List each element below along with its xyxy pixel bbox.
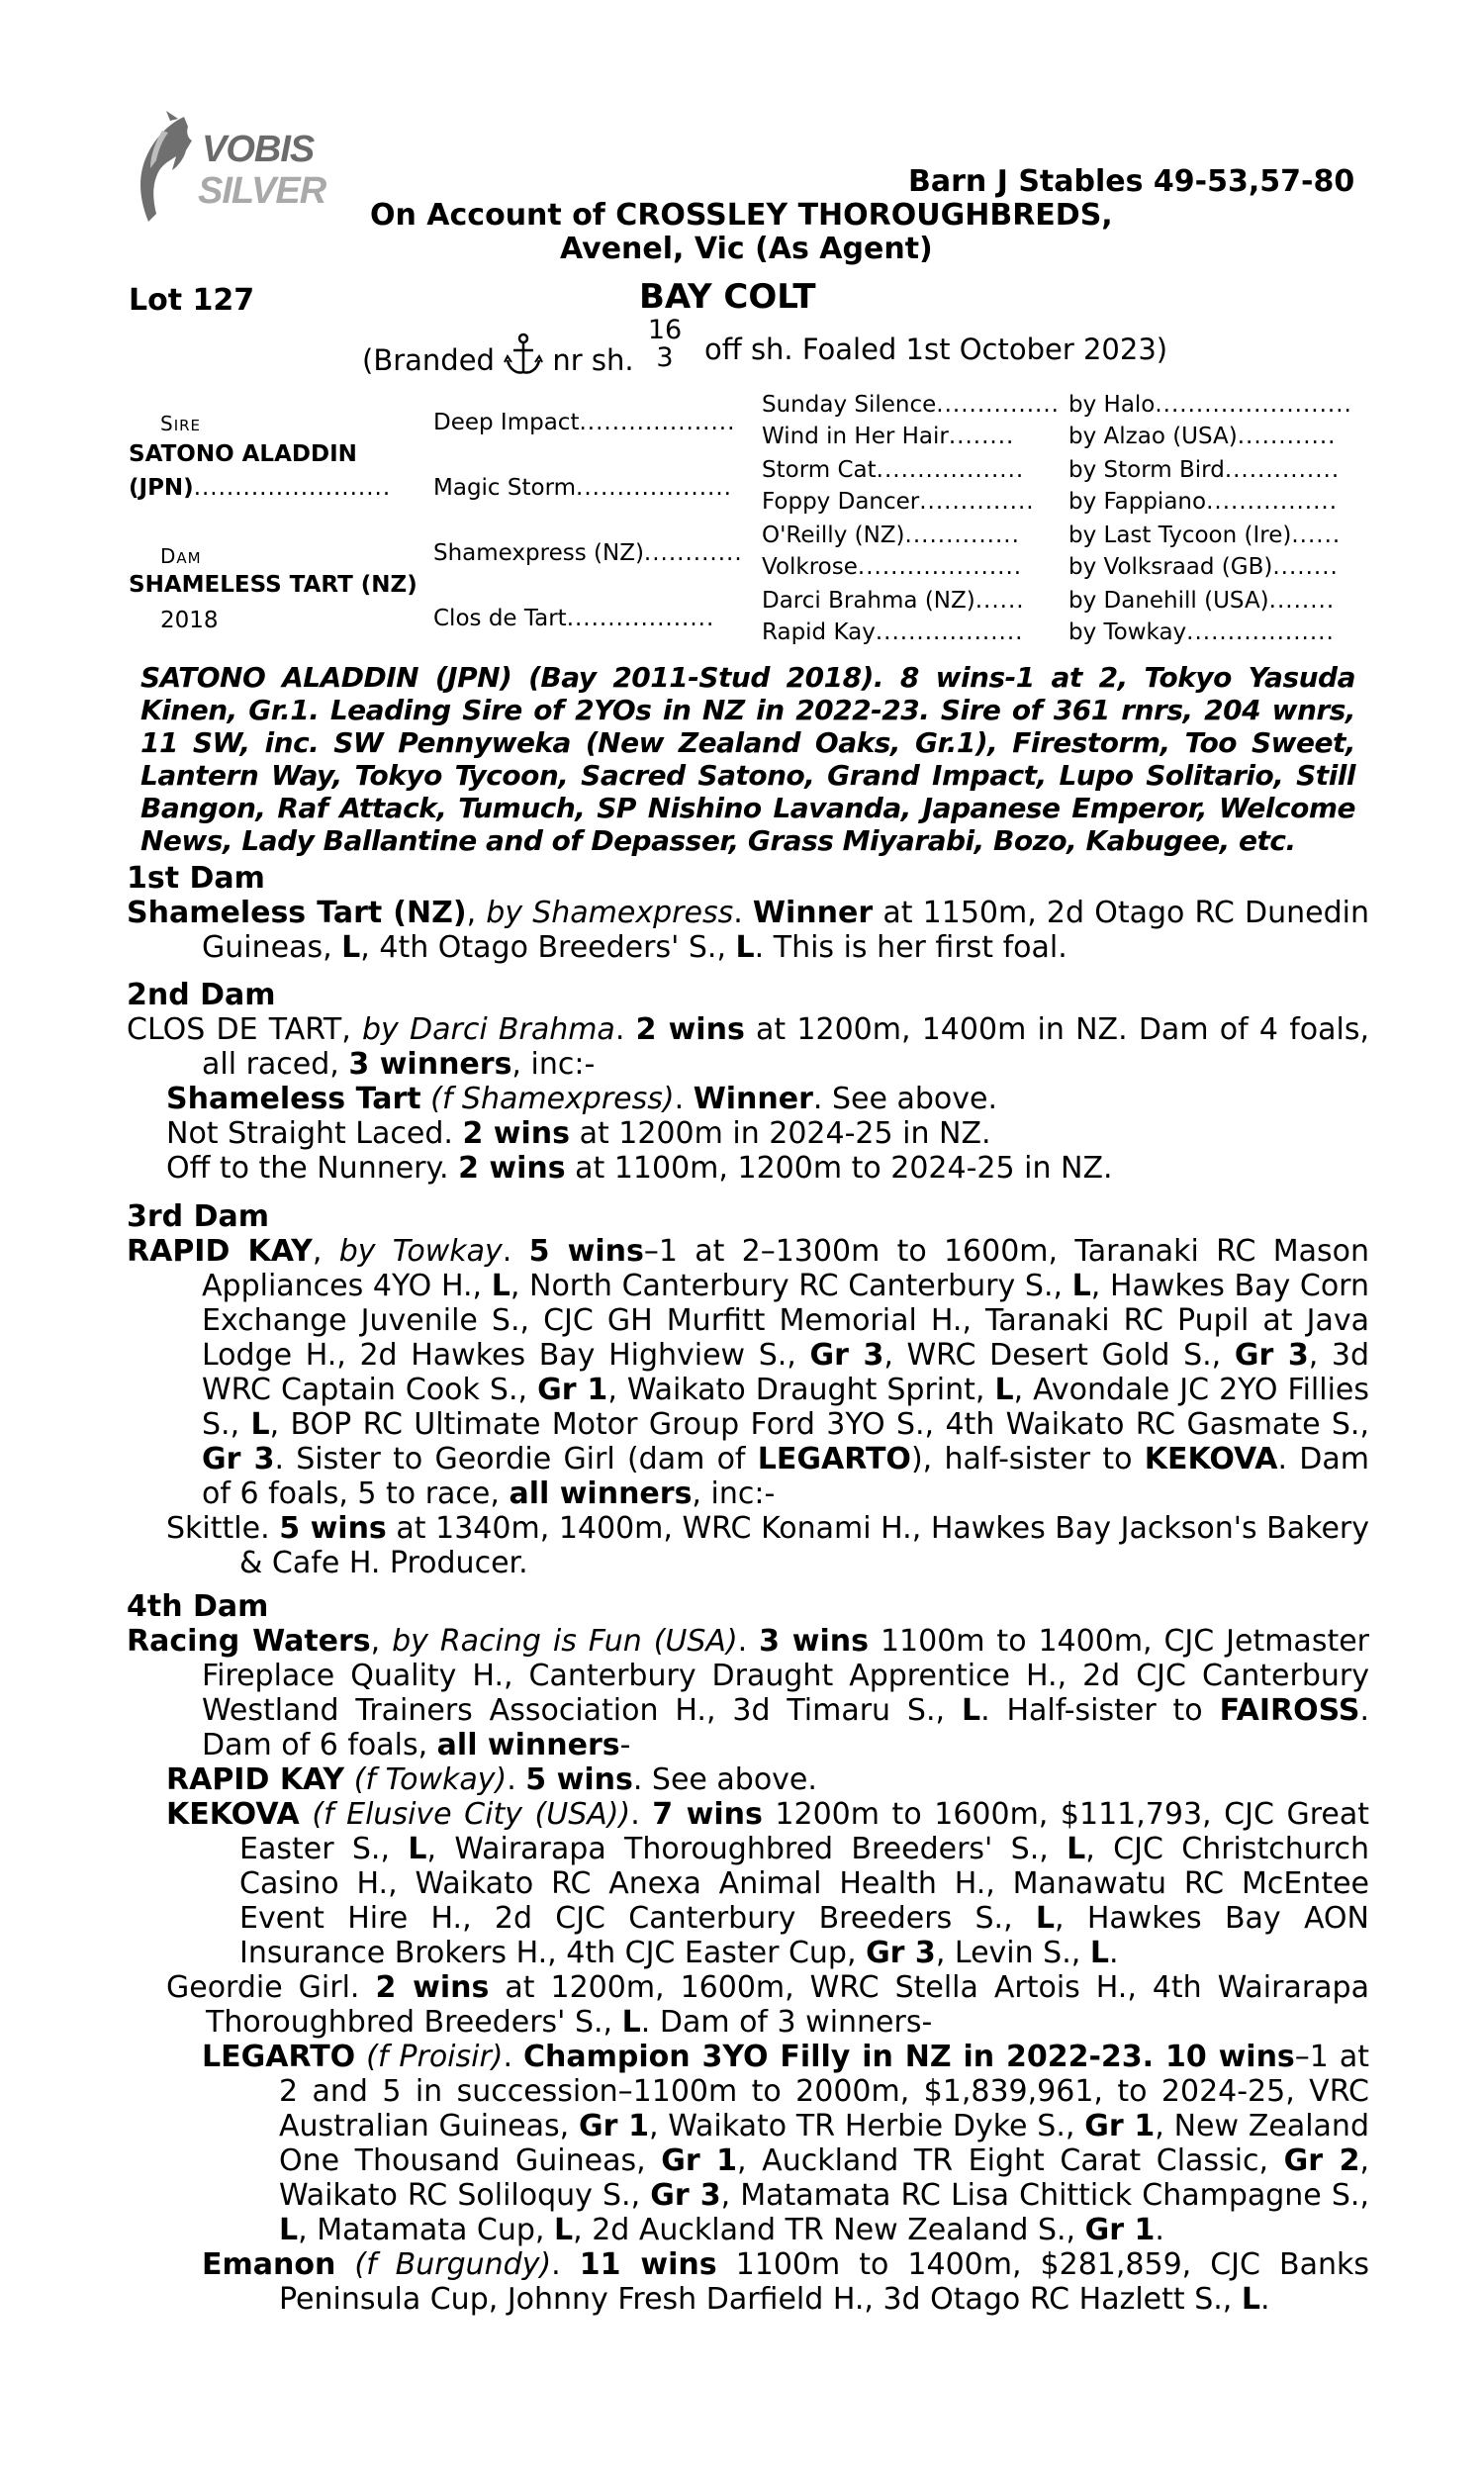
vendor-location: Avenel, Vic (As Agent) bbox=[560, 232, 933, 266]
fourth-dam-text: Racing Waters, by Racing is Fun (USA). 3 wins 1100m to 1400m, CJC Jetmaster Fireplace Quality H., Canterbury Draught Apprentice H., 2d CJC Canterbury Westland Trainers Association H., 3d Timaru S., L. Half-sister to FAIROSS. Dam of 6 foals, all winners- bbox=[127, 1624, 1370, 1762]
fourth-dam-progeny-kekova: KEKOVA (f Elusive City (USA)). 7 wins 1200m to 1600m, $111,793, CJC Great Easter S., L, Wairarapa Thoroughbred Breeders' S., L, CJC Christchurch Casino H., Waikato RC Anexa Animal Health H., Manawatu RC McEntee Event Hire H., 2d CJC Canterbury Breeders S., L, Hawkes Bay AON Insurance Brokers H., 4th CJC Easter Cup, Gr 3, Levin S., L. bbox=[166, 1797, 1369, 1970]
second-dam-progeny-3: Off to the Nunnery. 2 wins at 1100m, 1200m to 2024-25 in NZ. bbox=[166, 1151, 1113, 1186]
brand-fraction bbox=[645, 317, 685, 372]
third-dam-section bbox=[127, 1199, 1369, 1580]
brand-off-side: off sh. Foaled 1st October 2023) bbox=[704, 333, 1168, 366]
fourth-dam-heading: 4th Dam bbox=[127, 1589, 269, 1624]
third-dam-text: RAPID KAY, by Towkay. 5 wins–1 at 2–1300m to 1600m, Taranaki RC Mason Appliances 4YO H., L, North Canterbury RC Canterbury S., L, Hawkes Bay Corn Exchange Juvenile S., CJC GH Murfitt Memorial H., Taranaki RC Pupil at Java Lodge H., 2d Hawkes Bay Highview S., Gr 3, WRC Desert Gold S., Gr 3, 3d WRC Captain Cook S., Gr 1, Waikato Draught Sprint, L, Avondale JC 2YO Fillies S., L, BOP RC Ultimate Motor Group Ford 3YO S., 4th Waikato RC Gasmate S., Gr 3. Sister to Geordie Girl (dam of LEGARTO), half-sister to KEKOVA. Dam of 6 foals, 5 to race, all winners, inc:- bbox=[127, 1234, 1370, 1511]
dam-name: SHAMELESS TART (NZ) bbox=[129, 572, 417, 598]
brand-near-side: nr sh. bbox=[552, 343, 634, 377]
ped-col4-0: by Halo........................ bbox=[1068, 392, 1352, 418]
ped-col4-3: by Fappiano................ bbox=[1068, 489, 1339, 515]
first-dam-section bbox=[127, 861, 1369, 965]
brand-fraction-top: 16 bbox=[647, 315, 683, 345]
second-dam-section bbox=[127, 978, 1369, 1186]
brand-fraction-bottom: 3 bbox=[656, 342, 674, 373]
ped-col3-1: Wind in Her Hair........ bbox=[762, 424, 1015, 449]
ped-col3-7: Rapid Kay.................. bbox=[762, 619, 1024, 645]
ped-col4-4: by Last Tycoon (Ire)...... bbox=[1068, 523, 1342, 548]
ped-col3-4: O'Reilly (NZ).............. bbox=[762, 523, 1020, 548]
ped-col4-1: by Alzao (USA)............ bbox=[1068, 424, 1337, 449]
horse-head-icon bbox=[127, 111, 206, 230]
vobis-silver-logo bbox=[127, 111, 325, 230]
brand-prefix: (Branded bbox=[362, 343, 495, 377]
third-dam-heading: 3rd Dam bbox=[127, 1199, 269, 1234]
ped-col3-3: Foppy Dancer.............. bbox=[762, 489, 1035, 515]
ped-col3-2: Storm Cat.................. bbox=[762, 457, 1025, 483]
horse-title: BAY COLT bbox=[639, 277, 816, 317]
first-dam-heading: 1st Dam bbox=[127, 861, 265, 896]
logo-text-vobis: VOBIS bbox=[202, 129, 315, 170]
sire-name: SATONO ALADDIN bbox=[129, 441, 357, 467]
ped-col4-7: by Towkay.................. bbox=[1068, 619, 1335, 645]
second-dam-progeny-2: Not Straight Laced. 2 wins at 1200m in 2024-25 in NZ. bbox=[166, 1116, 991, 1151]
ped-col4-2: by Storm Bird.............. bbox=[1068, 457, 1341, 483]
second-dam-text: CLOS DE TART, by Darci Brahma. 2 wins at 1200m, 1400m in NZ. Dam of 4 foals, all raced, 3 winners, inc:- bbox=[127, 1012, 1369, 1082]
sire-label: SIRE bbox=[160, 412, 202, 435]
fourth-dam-section bbox=[127, 1589, 1369, 2317]
grandsire: Deep Impact................... bbox=[433, 410, 736, 435]
dam-label: DAM bbox=[160, 544, 202, 568]
grand-dam: Clos de Tart.................. bbox=[433, 606, 715, 631]
grand-dam-sire-side: Magic Storm................... bbox=[433, 475, 732, 501]
sire-summary: SATONO ALADDIN (JPN) (Bay 2011-Stud 2018). 8 wins-1 at 2, Tokyo Yasuda Kinen, Gr.1. Leading Sire of 2YOs in NZ in 2022-23. Sire of 361 rnrs, 204 wnrs, 11 SW, inc. SW Pennyweka (New Zealand Oaks, Gr.1), Firestorm, Too Sweet, Lantern Way, Tokyo Tycoon, Sacred Satono, Grand Impact, Lupo Solitario, Still Bangon, Raf Attack, Tumuch, SP Nishino Lavanda, Japanese Emperor, Welcome News, Lady Ballantine and of Depasser, Grass Miyarabi, Bozo, Kabugee, etc. bbox=[140, 661, 1355, 857]
lot-number: Lot 127 bbox=[129, 283, 255, 318]
dam-year: 2018 bbox=[160, 608, 219, 633]
fourth-dam-progeny-rapid-kay: RAPID KAY (f Towkay). 5 wins. See above. bbox=[166, 1762, 817, 1797]
fourth-dam-progeny-geordie-girl: Geordie Girl. 2 wins at 1200m, 1600m, WRC Stella Artois H., 4th Wairarapa Thoroughbred Breeders' S., L. Dam of 3 winners- bbox=[166, 1970, 1369, 2040]
second-dam-progeny-1: Shameless Tart (f Shamexpress). Winner. See above. bbox=[166, 1082, 998, 1116]
grand-progeny-legarto: LEGARTO (f Proisir). Champion 3YO Filly in NZ in 2022-23. 10 wins–1 at 2 and 5 in succession–1100m to 2000m, $1,839,961, to 2024-25, VRC Australian Guineas, Gr 1, Waikato TR Herbie Dyke S., Gr 1, New Zealand One Thousand Guineas, Gr 1, Auckland TR Eight Carat Classic, Gr 2, Waikato RC Soliloquy S., Gr 3, Matamata RC Lisa Chittick Champagne S., L, Matamata Cup, L, 2d Auckland TR New Zealand S., Gr 1. bbox=[202, 2040, 1370, 2247]
ped-col3-0: Sunday Silence............... bbox=[762, 392, 1060, 418]
ped-col4-5: by Volksraad (GB)........ bbox=[1068, 554, 1339, 580]
sire-name-country: (JPN)........................ bbox=[129, 475, 392, 501]
second-dam-heading: 2nd Dam bbox=[127, 978, 276, 1012]
anchor-brand-icon bbox=[504, 333, 543, 376]
dam-sire: Shamexpress (NZ)............ bbox=[433, 540, 743, 566]
logo-text-silver: SILVER bbox=[198, 170, 326, 212]
vendor-account: On Account of CROSSLEY THOROUGHBREDS, bbox=[370, 198, 1113, 233]
brand-line bbox=[362, 333, 634, 377]
first-dam-text: Shameless Tart (NZ), by Shamexpress. Winner at 1150m, 2d Otago RC Dunedin Guineas, L, 4th Otago Breeders' S., L. This is her first foal. bbox=[127, 896, 1369, 965]
grand-progeny-emanon: Emanon (f Burgundy). 11 wins 1100m to 1400m, $281,859, CJC Banks Peninsula Cup, Johnny Fresh Darfield H., 3d Otago RC Hazlett S., L. bbox=[202, 2247, 1369, 2317]
third-dam-progeny-1: Skittle. 5 wins at 1340m, 1400m, WRC Konami H., Hawkes Bay Jackson's Bakery & Cafe H. Producer. bbox=[166, 1511, 1369, 1580]
ped-col3-6: Darci Brahma (NZ)...... bbox=[762, 588, 1025, 614]
ped-col4-6: by Danehill (USA)........ bbox=[1068, 588, 1336, 614]
ped-col3-5: Volkrose.................... bbox=[762, 554, 1023, 580]
barn-location: Barn J Stables 49-53,57-80 bbox=[908, 164, 1355, 199]
